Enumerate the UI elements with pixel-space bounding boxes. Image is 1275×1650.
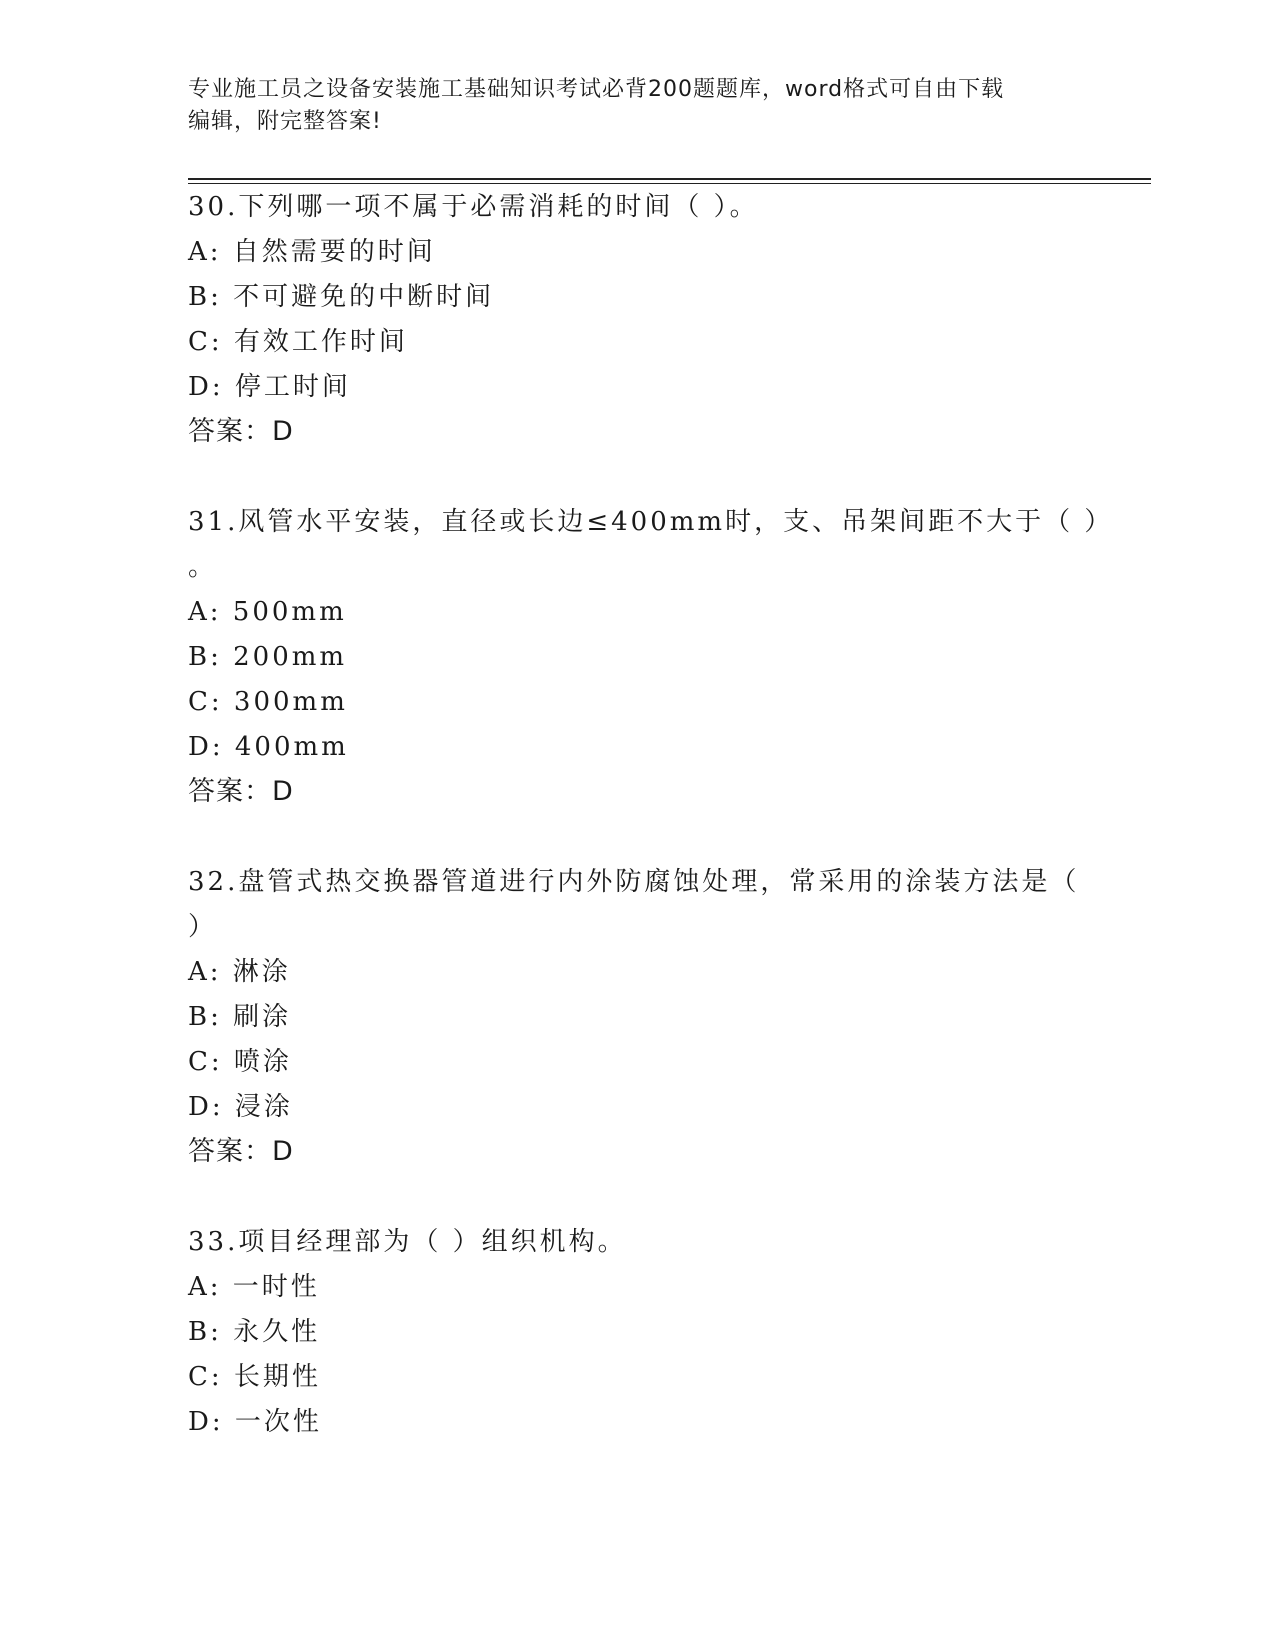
question-30-option-d: D: 停工时间 (188, 372, 351, 402)
header-divider-thick (188, 178, 1151, 180)
question-31-option-a: A: 500mm (188, 597, 347, 627)
question-32-stem: 32.盘管式热交换器管道进行内外防腐蚀处理，常采用的涂装方法是（ (188, 867, 1080, 897)
question-30-option-c: C: 有效工作时间 (188, 327, 408, 357)
question-33-option-d: D: 一次性 (188, 1407, 322, 1437)
question-32-option-b: B: 刷涂 (188, 1002, 292, 1032)
question-32-option-a: A: 淋涂 (188, 957, 291, 987)
question-30-stem: 30.下列哪一项不属于必需消耗的时间（ ）。 (188, 192, 759, 222)
header-divider-thin (188, 183, 1151, 184)
header-line-1: 专业施工员之设备安装施工基础知识考试必背200题题库，word格式可自由下载 (188, 77, 1005, 102)
question-31-stem: 31.风管水平安装，直径或长边≤400mm时，支、吊架间距不大于（ ） (188, 507, 1114, 537)
question-33-option-b: B: 永久性 (188, 1317, 321, 1347)
question-33-option-c: C: 长期性 (188, 1362, 321, 1392)
question-32-stem-continued: ） (188, 912, 218, 942)
question-33-option-a: A: 一时性 (188, 1272, 320, 1302)
question-30-option-b: B: 不可避免的中断时间 (188, 282, 495, 312)
question-32-option-c: C: 喷涂 (188, 1047, 292, 1077)
question-31-option-d: D: 400mm (188, 732, 349, 762)
header-line-2: 编辑，附完整答案! (188, 109, 382, 134)
question-31-option-b: B: 200mm (188, 642, 348, 672)
question-31-option-c: C: 300mm (188, 687, 348, 717)
question-31-answer: 答案：D (188, 776, 294, 807)
question-32-answer: 答案：D (188, 1136, 294, 1167)
question-31-stem-continued: 。 (188, 552, 218, 582)
question-30-option-a: A: 自然需要的时间 (188, 237, 436, 267)
question-33-stem: 33.项目经理部为（ ）组织机构。 (188, 1227, 627, 1257)
question-32-option-d: D: 浸涂 (188, 1092, 293, 1122)
question-30-answer: 答案：D (188, 416, 294, 447)
document-header (188, 74, 1088, 138)
